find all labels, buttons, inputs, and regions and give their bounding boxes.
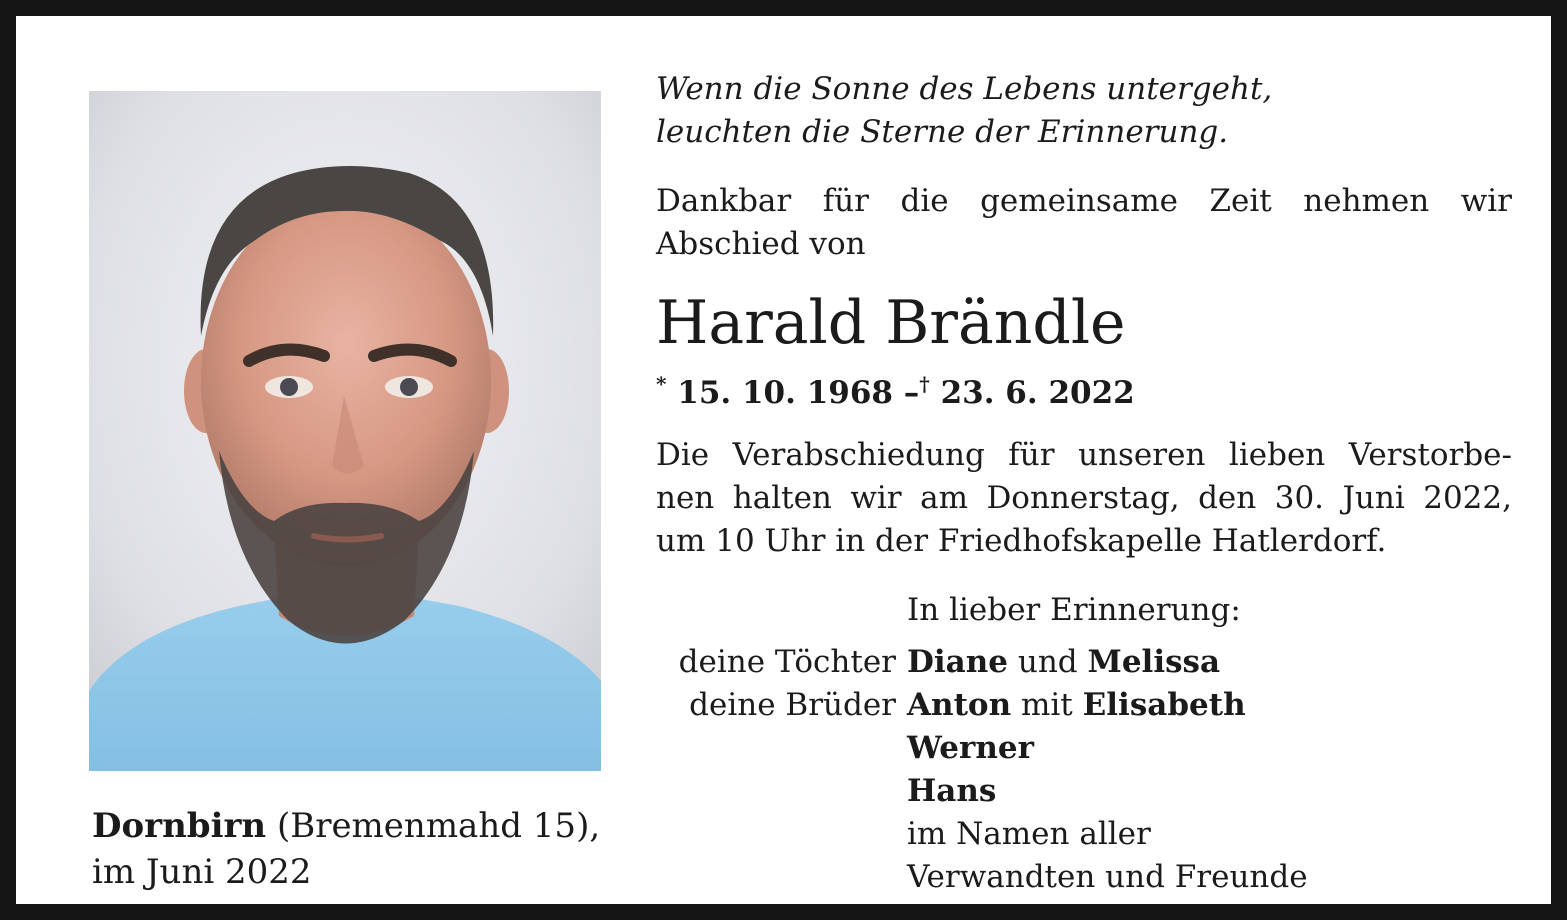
intro-line: Abschied von (656, 226, 866, 262)
notice-date: im Juni 2022 (92, 852, 312, 892)
quote-line: leuchten die Sterne der Erinnerung. (656, 114, 1229, 150)
mourner-name: Hans (907, 773, 997, 809)
service-line: um 10 Uhr in der Friedhofskapelle Hatlerdorf. (656, 523, 1387, 559)
death-symbol: † (919, 372, 930, 396)
brothers-names (907, 684, 1246, 727)
quote-line: Wenn die Sonne des Lebens untergeht, (656, 71, 1273, 107)
closing-line: im Namen aller (907, 816, 1151, 852)
portrait-photo (89, 91, 601, 771)
mourner-name: Elisabeth (1082, 687, 1246, 723)
conjunction: mit (1021, 687, 1073, 723)
mourner-name: Werner (907, 730, 1034, 766)
service-info (656, 434, 1512, 563)
daughters-names (907, 641, 1220, 684)
conjunction: und (1017, 644, 1078, 680)
service-line: nen halten wir am Donnerstag, den 30. Juni 2022, (656, 480, 1512, 516)
birth-date: 15. 10. 1968 (677, 375, 893, 411)
mourner-name: Diane (907, 644, 1009, 680)
brother-werner (907, 727, 1034, 770)
daughters-label: deine Töchter (678, 644, 896, 680)
brothers-label: deine Brüder (689, 687, 896, 723)
address: (Bremenmahd 15), (276, 806, 601, 846)
deceased-name: Harald Brändle (656, 288, 1126, 358)
mourner-name: Anton (907, 687, 1012, 723)
closing-line: Verwandten und Freunde (907, 859, 1308, 895)
intro-line: Dankbar für die gemeinsame Zeit nehmen wir (656, 183, 1512, 219)
service-line: Die Verabschiedung für unseren lieben Verstorbe- (656, 437, 1512, 473)
brother-hans (907, 770, 996, 813)
death-date: 23. 6. 2022 (940, 375, 1135, 411)
place-line (92, 803, 600, 849)
mourner-name: Melissa (1087, 644, 1221, 680)
birth-symbol: * (656, 372, 667, 396)
life-dates (656, 364, 1512, 413)
intro-text (656, 180, 1512, 266)
mourners-heading: In lieber Erinnerung: (907, 592, 1241, 628)
portrait-image (89, 91, 601, 771)
memorial-quote (656, 68, 1512, 154)
city: Dornbirn (92, 806, 267, 846)
place-date (92, 803, 600, 895)
date-separator: – (903, 375, 920, 411)
